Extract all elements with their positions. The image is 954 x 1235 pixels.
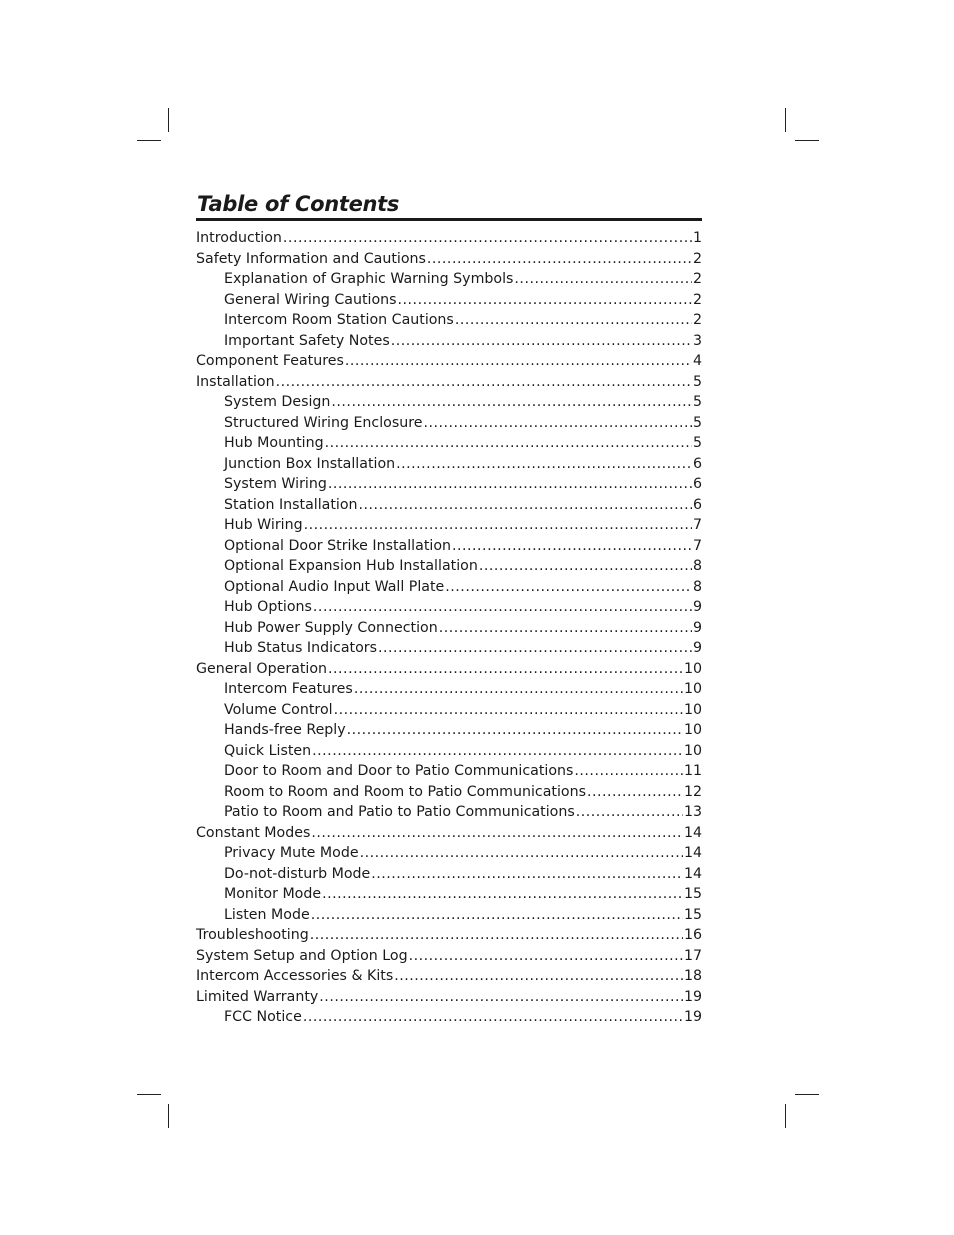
toc-entry-label: Introduction [196, 230, 282, 246]
toc-entry[interactable] [196, 782, 702, 803]
toc-entry-label: Hub Options [224, 599, 312, 615]
toc-entry[interactable] [196, 823, 702, 844]
toc-entry-page-number: 2 [692, 271, 702, 287]
toc-entry-page-number: 17 [683, 947, 702, 964]
toc-dot-leader [325, 433, 692, 454]
toc-entry-label: Structured Wiring Enclosure [224, 414, 423, 431]
toc-entry-page-number: 4 [692, 353, 702, 369]
toc-entry[interactable] [196, 515, 702, 536]
toc-entry-page-number: 14 [683, 824, 702, 841]
toc-dot-leader [479, 556, 692, 577]
toc-entry[interactable] [196, 577, 702, 598]
toc-dot-leader [283, 228, 692, 249]
toc-entry-label: System Wiring [224, 476, 327, 492]
toc-entry[interactable] [196, 228, 702, 249]
toc-entry-page-number: 8 [692, 558, 702, 574]
toc-dot-leader [514, 269, 692, 290]
title-rule [196, 218, 702, 221]
toc-dot-leader [311, 823, 683, 844]
toc-entry-page-number: 13 [683, 804, 702, 820]
toc-entry-page-number: 5 [692, 373, 702, 390]
toc-entry-page-number: 5 [692, 394, 702, 410]
toc-entry-label: Hub Wiring [224, 517, 303, 533]
toc-entry-label: Safety Information and Cautions [196, 250, 426, 267]
toc-dot-leader [345, 351, 692, 372]
toc-dot-leader [445, 577, 692, 598]
toc-dot-leader [359, 495, 692, 516]
toc-dot-leader [322, 884, 683, 905]
toc-entry-page-number: 16 [683, 927, 702, 943]
toc-entry[interactable] [196, 761, 702, 782]
toc-entry[interactable] [196, 454, 702, 475]
toc-dot-leader [409, 946, 683, 967]
toc-entry-label: Patio to Room and Patio to Patio Communications [224, 804, 575, 820]
toc-entry-page-number: 14 [683, 845, 702, 861]
toc-entry-page-number: 12 [683, 783, 702, 800]
toc-entry-page-number: 10 [683, 742, 702, 759]
toc-entry[interactable] [196, 905, 702, 926]
toc-entry-label: Component Features [196, 353, 344, 369]
toc-entry-page-number: 11 [683, 763, 702, 779]
toc-dot-leader [455, 310, 692, 331]
toc-entry[interactable] [196, 884, 702, 905]
toc-entry-page-number: 10 [683, 660, 702, 677]
toc-dot-leader [310, 925, 683, 946]
toc-entry[interactable] [196, 351, 702, 372]
toc-entry-label: Optional Expansion Hub Installation [224, 558, 478, 574]
toc-entry[interactable] [196, 310, 702, 331]
toc-entry[interactable] [196, 413, 702, 434]
toc-dot-leader [427, 249, 692, 270]
toc-dot-leader [378, 638, 692, 659]
toc-entry[interactable] [196, 433, 702, 454]
toc-entry-page-number: 10 [683, 701, 702, 718]
toc-entry[interactable] [196, 741, 702, 762]
toc-dot-leader [587, 782, 683, 803]
toc-entry-page-number: 14 [683, 865, 702, 882]
toc-entry-label: Troubleshooting [196, 927, 309, 943]
toc-entry-label: Quick Listen [224, 742, 312, 759]
toc-entry[interactable] [196, 1007, 702, 1028]
toc-entry[interactable] [196, 392, 702, 413]
toc-dot-leader [354, 679, 683, 700]
crop-mark-top-right-vertical [785, 108, 786, 132]
toc-entry[interactable] [196, 659, 702, 680]
toc-entry[interactable] [196, 618, 702, 639]
toc-entry-label: Privacy Mute Mode [224, 845, 359, 861]
toc-entry-label: General Operation [196, 660, 328, 677]
toc-entry[interactable] [196, 269, 702, 290]
toc-entry[interactable] [196, 290, 702, 311]
toc-entry-page-number: 3 [692, 332, 702, 349]
toc-entry[interactable] [196, 474, 702, 495]
toc-entry-label: Junction Box Installation [224, 455, 396, 472]
toc-entry-label: Installation [196, 373, 275, 390]
toc-list [196, 228, 702, 1028]
toc-entry-page-number: 2 [692, 312, 702, 328]
toc-entry-page-number: 6 [692, 496, 702, 513]
toc-dot-leader [319, 987, 683, 1008]
toc-entry-page-number: 9 [692, 599, 702, 615]
toc-entry-label: System Design [224, 394, 331, 410]
toc-entry-label: Optional Audio Input Wall Plate [224, 578, 445, 595]
toc-dot-leader [391, 331, 692, 352]
toc-entry[interactable] [196, 864, 702, 885]
toc-entry[interactable] [196, 987, 702, 1008]
toc-entry-label: Constant Modes [196, 824, 311, 841]
toc-entry[interactable] [196, 638, 702, 659]
toc-entry[interactable] [196, 679, 702, 700]
toc-entry-label: Optional Door Strike Installation [224, 537, 451, 554]
toc-entry-label: Hands-free Reply [224, 722, 346, 738]
toc-entry-label: Hub Mounting [224, 435, 324, 451]
toc-entry-page-number: 15 [683, 886, 702, 902]
toc-entry-label: Do-not-disturb Mode [224, 865, 371, 882]
crop-mark-bottom-left-vertical [168, 1104, 169, 1128]
toc-entry-label: Intercom Room Station Cautions [224, 312, 454, 328]
crop-mark-bottom-right-vertical [785, 1104, 786, 1128]
toc-entry-label: Hub Status Indicators [224, 640, 377, 656]
toc-entry-page-number: 9 [692, 619, 702, 636]
crop-mark-top-right-horizontal [795, 140, 819, 141]
toc-entry-page-number: 9 [692, 640, 702, 656]
toc-dot-leader [313, 597, 692, 618]
toc-entry-page-number: 2 [692, 250, 702, 267]
toc-entry-page-number: 15 [683, 906, 702, 923]
toc-entry-page-number: 5 [692, 414, 702, 431]
toc-entry-label: Limited Warranty [196, 988, 319, 1005]
toc-entry-label: Listen Mode [224, 906, 310, 923]
toc-entry-page-number: 18 [683, 968, 702, 984]
toc-dot-leader [311, 905, 683, 926]
toc-entry-page-number: 8 [692, 578, 702, 595]
toc-entry[interactable] [196, 249, 702, 270]
toc-dot-leader [334, 700, 683, 721]
toc-dot-leader [312, 741, 683, 762]
toc-entry-label: FCC Notice [224, 1009, 302, 1025]
toc-entry[interactable] [196, 946, 702, 967]
toc-dot-leader [303, 1007, 683, 1028]
toc-entry[interactable] [196, 495, 702, 516]
toc-entry[interactable] [196, 802, 702, 823]
toc-dot-leader [347, 720, 683, 741]
toc-entry-label: Intercom Accessories & Kits [196, 968, 394, 984]
toc-entry[interactable] [196, 700, 702, 721]
toc-entry-label: General Wiring Cautions [224, 291, 397, 308]
crop-mark-top-left-horizontal [137, 140, 161, 141]
toc-entry-page-number: 6 [692, 455, 702, 472]
toc-entry[interactable] [196, 925, 702, 946]
toc-entry-page-number: 6 [692, 476, 702, 492]
toc-entry[interactable] [196, 556, 702, 577]
toc-entry[interactable] [196, 372, 702, 393]
table-of-contents [196, 190, 702, 1028]
toc-dot-leader [394, 966, 683, 987]
toc-entry-label: Station Installation [224, 496, 358, 513]
toc-entry-page-number: 19 [683, 988, 702, 1005]
toc-dot-leader [304, 515, 692, 536]
toc-dot-leader [396, 454, 692, 475]
toc-entry-label: System Setup and Option Log [196, 947, 408, 964]
toc-entry[interactable] [196, 536, 702, 557]
toc-dot-leader [574, 761, 683, 782]
crop-mark-top-left-vertical [168, 108, 169, 132]
toc-dot-leader [439, 618, 692, 639]
toc-entry-label: Important Safety Notes [224, 332, 390, 349]
toc-entry-label: Intercom Features [224, 681, 353, 697]
toc-entry[interactable] [196, 720, 702, 741]
page-title: Table of Contents [197, 192, 400, 216]
toc-dot-leader [331, 392, 692, 413]
toc-entry-page-number: 10 [683, 681, 702, 697]
toc-entry-label: Monitor Mode [224, 886, 322, 902]
toc-entry[interactable] [196, 597, 702, 618]
toc-entry-label: Room to Room and Room to Patio Communications [224, 783, 586, 800]
toc-entry-page-number: 1 [692, 230, 702, 246]
toc-dot-leader [576, 802, 683, 823]
toc-entry-label: Explanation of Graphic Warning Symbols [224, 271, 514, 287]
toc-entry[interactable] [196, 966, 702, 987]
toc-dot-leader [423, 413, 692, 434]
toc-dot-leader [398, 290, 692, 311]
toc-entry-label: Volume Control [224, 701, 333, 718]
toc-dot-leader [452, 536, 692, 557]
toc-dot-leader [328, 659, 683, 680]
toc-entry[interactable] [196, 843, 702, 864]
toc-entry-page-number: 7 [692, 517, 702, 533]
toc-entry-label: Door to Room and Door to Patio Communications [224, 763, 574, 779]
toc-entry-label: Hub Power Supply Connection [224, 619, 438, 636]
toc-dot-leader [276, 372, 692, 393]
toc-entry-page-number: 2 [692, 291, 702, 308]
toc-dot-leader [328, 474, 692, 495]
toc-dot-leader [371, 864, 683, 885]
toc-entry-page-number: 5 [692, 435, 702, 451]
crop-mark-bottom-right-horizontal [795, 1094, 819, 1095]
toc-dot-leader [360, 843, 683, 864]
toc-entry[interactable] [196, 331, 702, 352]
toc-entry-page-number: 7 [692, 537, 702, 554]
crop-mark-bottom-left-horizontal [137, 1094, 161, 1095]
toc-entry-page-number: 19 [683, 1009, 702, 1025]
toc-entry-page-number: 10 [683, 722, 702, 738]
